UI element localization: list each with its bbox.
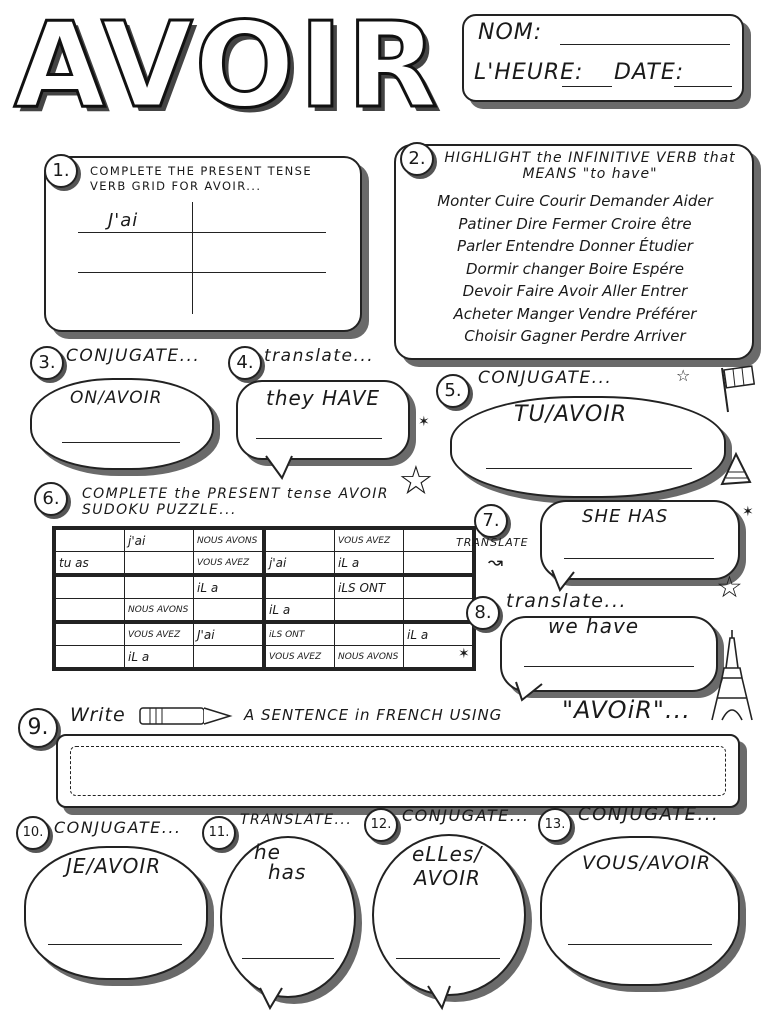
q5-number: 5. <box>436 374 470 408</box>
q2-box <box>394 144 754 360</box>
sudoku-cell[interactable] <box>54 646 125 670</box>
q8-answer-line[interactable] <box>524 666 694 667</box>
q1-grid-divider <box>192 202 193 314</box>
arrow-icon: ↝ <box>488 552 504 573</box>
q12-number: 12. <box>364 808 398 842</box>
q10-label: CONJUGATE... <box>54 818 182 837</box>
sudoku-cell[interactable] <box>335 622 404 646</box>
q12-bubble-tail <box>424 984 458 1012</box>
pyramid-icon <box>718 450 754 490</box>
sudoku-cell[interactable] <box>264 528 335 552</box>
sudoku-cell[interactable]: iL a <box>335 552 404 576</box>
sudoku-cell[interactable]: NOUS AVONS <box>335 646 404 670</box>
sudoku-cell[interactable]: j'ai <box>264 552 335 576</box>
q3-number: 3. <box>30 346 64 380</box>
sudoku-cell[interactable]: VOUS AVEZ <box>264 646 335 670</box>
sudoku-cell[interactable] <box>335 599 404 623</box>
nom-field[interactable] <box>560 44 730 45</box>
sudoku-cell[interactable]: iLS ONT <box>335 575 404 599</box>
q11-prompt-b: has <box>268 860 307 884</box>
q9-number: 9. <box>18 708 58 748</box>
q11-prompt-a: he <box>254 840 281 864</box>
sudoku-cell[interactable]: tu as <box>54 552 125 576</box>
q9-avoir: "AVOiR"... <box>562 696 691 724</box>
q5-label: CONJUGATE... <box>478 368 613 388</box>
sudoku-cell[interactable]: iL a <box>404 622 475 646</box>
sudoku-cell[interactable]: iLS ONT <box>264 622 335 646</box>
q7-label: TRANSLATE <box>456 536 529 549</box>
name-box <box>462 14 744 102</box>
q9-answer-dashed[interactable] <box>70 746 726 796</box>
q10-number: 10. <box>16 816 50 850</box>
date-label: DATE: <box>614 60 685 85</box>
eiffel-tower-icon <box>704 628 760 724</box>
date-field[interactable] <box>674 86 732 87</box>
q7-prompt: SHE HAS <box>582 506 669 527</box>
sudoku-cell[interactable] <box>264 575 335 599</box>
q12-prompt-a: eLLes/ <box>412 842 483 866</box>
q8-prompt: we have <box>548 614 640 638</box>
q13-cloud <box>540 836 740 986</box>
q5-cloud <box>450 396 726 498</box>
q1-instructions: COMPLETE THE PRESENT TENSE VERB GRID FOR AVOIR... <box>90 164 313 193</box>
q9-instructions: A SENTENCE in FRENCH USING <box>244 706 503 724</box>
q3-label: CONJUGATE... <box>66 346 201 366</box>
q11-number: 11. <box>202 816 236 850</box>
sudoku-cell[interactable] <box>404 599 475 623</box>
verb-row[interactable]: Acheter Manger Vendre Préférer <box>453 304 697 323</box>
q4-answer-line[interactable] <box>256 438 382 439</box>
sudoku-cell[interactable] <box>194 599 265 623</box>
q5-answer-line[interactable] <box>486 468 692 469</box>
sudoku-cell[interactable] <box>125 575 194 599</box>
q12-bubble <box>372 834 526 996</box>
q11-bubble-tail <box>256 986 290 1012</box>
q11-answer-line[interactable] <box>242 958 334 959</box>
q13-number: 13. <box>538 808 572 842</box>
sudoku-cell[interactable]: NOUS AVONS <box>194 528 265 552</box>
sudoku-cell[interactable] <box>404 552 475 576</box>
q7-answer-line[interactable] <box>564 558 714 559</box>
q11-bubble <box>220 836 356 998</box>
sudoku-cell[interactable]: NOUS AVONS <box>125 599 194 623</box>
sudoku-cell[interactable]: iL a <box>264 599 335 623</box>
page-title: AVOIR <box>14 0 442 134</box>
sudoku-cell[interactable]: j'ai <box>125 528 194 552</box>
sudoku-cell[interactable] <box>54 599 125 623</box>
star-icon: ✶ <box>458 646 470 662</box>
sudoku-cell[interactable]: iL a <box>125 646 194 670</box>
q2-instructions: HIGHLIGHT the INFINITIVE VERB that MEANS "to have" <box>444 150 736 182</box>
sudoku-cell[interactable]: VOUS AVEZ <box>194 552 265 576</box>
sudoku-cell[interactable]: VOUS AVEZ <box>335 528 404 552</box>
star-icon: ✶ <box>418 414 430 430</box>
q4-bubble-tail <box>262 448 302 482</box>
sudoku-cell[interactable] <box>404 575 475 599</box>
q8-bubble-tail <box>512 680 552 702</box>
q13-answer-line[interactable] <box>568 944 712 945</box>
heure-label: L'HEURE: <box>474 60 584 85</box>
q1-grid-row-line <box>78 232 326 233</box>
q7-number: 7. <box>474 504 508 538</box>
q9-write: Write <box>70 704 126 726</box>
sudoku-cell[interactable] <box>54 528 125 552</box>
q10-answer-line[interactable] <box>48 944 182 945</box>
q1-grid-row-line <box>78 272 326 273</box>
q4-number: 4. <box>228 346 262 380</box>
nom-label: NOM: <box>478 20 543 45</box>
q11-label: TRANSLATE... <box>240 812 353 828</box>
q12-label: CONJUGATE... <box>402 806 530 825</box>
star-icon: ☆ <box>398 458 434 504</box>
sudoku-cell[interactable]: J'ai <box>194 622 265 646</box>
q1-grid-first-cell: J'ai <box>108 210 139 231</box>
verb-row[interactable]: Patiner Dire Fermer Croire être <box>458 214 692 233</box>
q3-answer-line[interactable] <box>62 442 180 443</box>
heure-field[interactable] <box>562 86 612 87</box>
q13-label: CONJUGATE... <box>578 804 720 825</box>
q8-label: translate... <box>506 590 628 612</box>
q12-answer-line[interactable] <box>396 958 500 959</box>
q10-cloud <box>24 846 208 980</box>
sudoku-cell[interactable]: VOUS AVEZ <box>125 622 194 646</box>
q4-label: translate... <box>264 346 375 366</box>
french-flag-icon <box>716 364 756 414</box>
q4-prompt: they HAVE <box>266 386 381 410</box>
verb-row[interactable]: Parler Entendre Donner Étudier <box>457 237 693 255</box>
star-icon: ✶ <box>742 504 754 520</box>
q1-number: 1. <box>44 154 78 188</box>
verb-row[interactable]: Choisir Gagner Perdre Arriver <box>464 327 686 345</box>
q10-prompt: JE/AVOIR <box>66 854 162 878</box>
q13-prompt: VOUS/AVOIR <box>582 852 712 874</box>
star-icon: ☆ <box>716 570 743 605</box>
q6-instructions: COMPLETE the PRESENT tense AVOIR SUDOKU PUZZLE... <box>82 486 389 518</box>
star-icon: ☆ <box>676 366 691 385</box>
q3-cloud <box>30 378 214 470</box>
sudoku-grid <box>52 526 476 671</box>
q2-verb-list <box>402 190 748 348</box>
verb-row[interactable]: Devoir Faire Avoir Aller Entrer <box>462 282 688 300</box>
q8-number: 8. <box>466 596 500 630</box>
q9-answer-box[interactable] <box>56 734 740 808</box>
q1-box <box>44 156 362 332</box>
sudoku-cell[interactable] <box>54 622 125 646</box>
q12-prompt-b: AVOIR <box>414 866 481 890</box>
q5-prompt: TU/AVOIR <box>514 402 628 427</box>
sudoku-cell[interactable] <box>194 646 265 670</box>
q3-prompt: ON/AVOIR <box>70 388 163 408</box>
sudoku-cell[interactable] <box>125 552 194 576</box>
verb-row[interactable]: Dormir changer Boire Espére <box>466 259 684 278</box>
q2-number: 2. <box>400 142 434 176</box>
q6-number: 6. <box>34 482 68 516</box>
verb-row[interactable]: Monter Cuire Courir Demander Aider <box>437 192 713 210</box>
sudoku-cell[interactable] <box>54 575 125 599</box>
sudoku-cell[interactable]: iL a <box>194 575 265 599</box>
pencil-icon <box>136 704 236 728</box>
